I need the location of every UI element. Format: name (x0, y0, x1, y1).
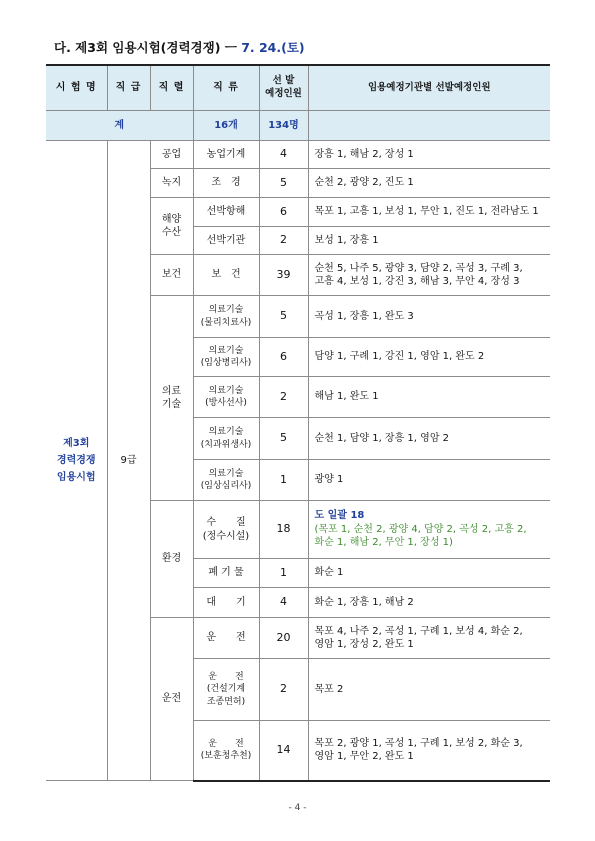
series-line2: 수산 (161, 227, 182, 238)
series-cell (150, 296, 193, 501)
agencies-cell (308, 721, 550, 781)
type-cell (193, 721, 259, 781)
count-cell: 14 (259, 721, 308, 781)
type-line3: 조종면허) (206, 696, 246, 707)
total-types: 16개 (193, 111, 259, 141)
header-count-line2: 예정인원 (265, 88, 302, 99)
total-blank (308, 111, 550, 141)
total-count: 134명 (259, 111, 308, 141)
count-cell: 1 (259, 559, 308, 588)
count-cell: 5 (259, 296, 308, 338)
heading-prefix: 다. 제3회 임용시험(경력경쟁) ㅡ (54, 40, 242, 55)
type-cell: 운 전 (193, 618, 259, 659)
series-line2: 기술 (161, 399, 182, 410)
type-cell: 선박항해 (193, 198, 259, 227)
type-line2: (방사선사) (205, 398, 247, 408)
type-cell: 농업기계 (193, 141, 259, 169)
agencies-cell: 목포 1, 고흥 1, 보성 1, 무안 1, 진도 1, 전라남도 1 (308, 198, 550, 227)
type-line1: 의료기술 (208, 385, 244, 396)
series-cell (150, 198, 193, 255)
recruitment-table (46, 64, 550, 782)
header-row (46, 65, 550, 111)
type-cell: 보 건 (193, 255, 259, 296)
type-cell (193, 659, 259, 721)
type-line1: 의료기술 (208, 427, 244, 438)
agencies-cell: 곡성 1, 장흥 1, 완도 3 (308, 296, 550, 338)
header-grade: 직 급 (107, 65, 150, 111)
agencies-line2: 영암 1, 무안 2, 완도 1 (314, 751, 414, 763)
type-cell: 폐 기 물 (193, 559, 259, 588)
exam-name-cell (46, 141, 107, 781)
agencies-cell: 광양 1 (308, 460, 550, 501)
count-cell: 39 (259, 255, 308, 296)
section-heading (54, 38, 305, 56)
agencies-cell: 목포 2 (308, 659, 550, 721)
type-cell: 선박기관 (193, 227, 259, 255)
series-line1: 해양 (161, 213, 182, 225)
type-line1: 의료기술 (208, 468, 244, 479)
agencies-cell: 해남 1, 완도 1 (308, 377, 550, 418)
grade-cell: 9급 (107, 141, 150, 781)
header-count (259, 65, 308, 111)
agencies-line2: 영암 1, 장성 2, 완도 1 (314, 639, 414, 650)
count-cell: 4 (259, 588, 308, 618)
series-cell: 보건 (150, 255, 193, 296)
count-cell: 18 (259, 501, 308, 559)
type-cell: 조 경 (193, 169, 259, 198)
header-count-line1: 선 발 (272, 75, 295, 87)
type-line2: (건설기계 (206, 684, 246, 695)
agencies-cell: 화순 1, 장흥 1, 해남 2 (308, 588, 550, 618)
agencies-line1: 순천 5, 나주 5, 광양 3, 담양 2, 곡성 3, 구례 3, (314, 262, 523, 274)
type-line2: (정수시설) (202, 530, 250, 542)
agencies-cell: 장흥 1, 해남 2, 장성 1 (308, 141, 550, 169)
page-number: - 4 - (288, 803, 307, 813)
type-line2: (임상심리사) (200, 481, 252, 491)
table-row (46, 141, 550, 169)
agencies-line2: 고흥 4, 보성 1, 강진 3, 해남 3, 무안 4, 장성 3 (314, 276, 520, 287)
count-cell: 5 (259, 169, 308, 198)
count-cell: 20 (259, 618, 308, 659)
exam-line1: 제3회 (63, 438, 90, 449)
agencies-cell: 순천 2, 광양 2, 진도 1 (308, 169, 550, 198)
agencies-cell (308, 255, 550, 296)
type-line1: 운 전 (208, 672, 244, 683)
agencies-cell: 담양 1, 구례 1, 강진 1, 영암 1, 완도 2 (308, 338, 550, 377)
type-cell (193, 338, 259, 377)
series-line1: 의료 (161, 385, 182, 397)
count-cell: 6 (259, 338, 308, 377)
header-agencies: 임용예정기관별 선발예정인원 (308, 65, 550, 111)
exam-line3: 임용시험 (56, 472, 96, 483)
agencies-cell (308, 618, 550, 659)
agencies-cell: 화순 1 (308, 559, 550, 588)
count-cell: 1 (259, 460, 308, 501)
agencies-head: 도 일괄 18 (314, 510, 365, 522)
type-line1: 의료기술 (208, 345, 244, 356)
total-row (46, 111, 550, 141)
type-line2: (물리치료사) (200, 317, 252, 328)
type-line1: 운 전 (208, 739, 244, 750)
count-cell: 5 (259, 418, 308, 460)
series-cell: 운전 (150, 618, 193, 781)
header-exam: 시 험 명 (46, 65, 107, 111)
type-cell (193, 377, 259, 418)
agencies-line1: (목포 1, 순천 2, 광양 4, 담양 2, 곡성 2, 고흥 2, (314, 523, 527, 535)
series-cell: 환경 (150, 501, 193, 618)
agencies-line2: 화순 1, 해남 2, 무안 1, 장성 1) (314, 537, 453, 549)
type-cell (193, 418, 259, 460)
type-cell: 대 기 (193, 588, 259, 618)
count-cell: 2 (259, 377, 308, 418)
total-label: 계 (46, 111, 193, 141)
series-cell: 녹지 (150, 169, 193, 198)
agencies-line1: 목포 2, 광양 1, 곡성 1, 구례 1, 보성 2, 화순 3, (314, 737, 523, 749)
agencies-cell: 순천 1, 담양 1, 장흥 1, 영암 2 (308, 418, 550, 460)
count-cell: 6 (259, 198, 308, 227)
type-cell (193, 501, 259, 559)
type-line1: 수 질 (206, 517, 246, 528)
type-cell (193, 460, 259, 501)
type-line2: (치과위생사) (200, 439, 252, 450)
series-cell: 공업 (150, 141, 193, 169)
agencies-cell: 보성 1, 장흥 1 (308, 227, 550, 255)
count-cell: 2 (259, 227, 308, 255)
count-cell: 2 (259, 659, 308, 721)
header-type: 직 류 (193, 65, 259, 111)
count-cell: 4 (259, 141, 308, 169)
type-cell (193, 296, 259, 338)
exam-line2: 경력경쟁 (56, 455, 96, 466)
heading-date: 7. 24.(토) (241, 40, 305, 55)
header-series: 직 렬 (150, 65, 193, 111)
type-line2: (임상병리사) (200, 358, 252, 368)
agencies-cell (308, 501, 550, 559)
type-line1: 의료기술 (208, 305, 244, 316)
agencies-line1: 목포 4, 나주 2, 곡성 1, 구례 1, 보성 4, 화순 2, (314, 625, 523, 637)
type-line2: (보훈청추천) (200, 751, 252, 762)
